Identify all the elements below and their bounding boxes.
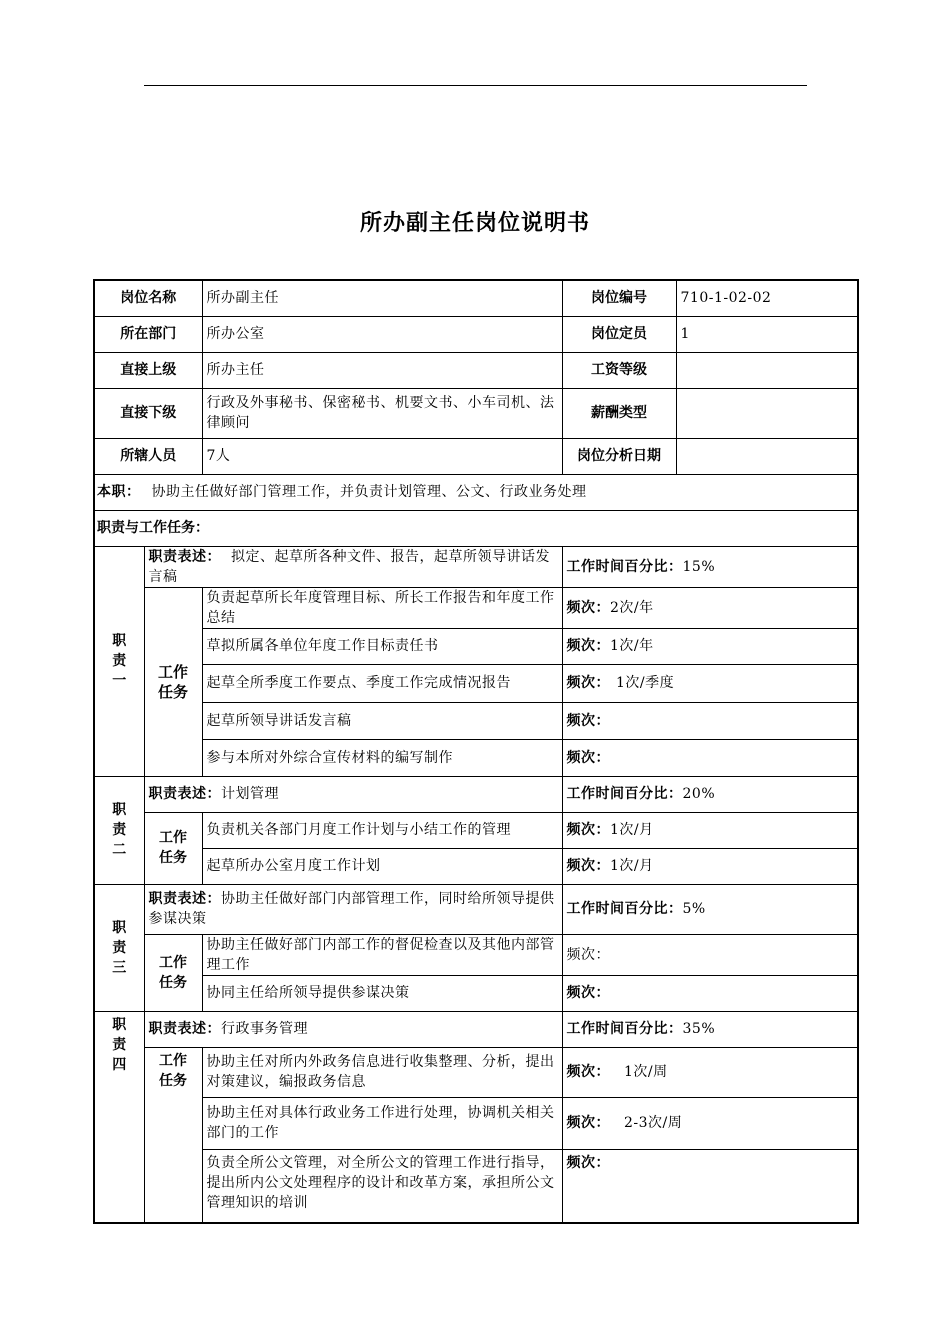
- duty-1-task-1: 负责起草所长年度管理目标、所长工作报告和年度工作总结: [202, 587, 562, 628]
- duty-row: [94, 884, 858, 934]
- info-row: [94, 352, 858, 388]
- duty-1-task-3-freq: 1次/季度: [616, 675, 675, 691]
- task-row: [94, 587, 858, 628]
- label-position-code: 岗位编号: [562, 280, 676, 316]
- time-pct-label: 工作时间百分比：: [566, 558, 683, 575]
- value-analysis-date: [676, 438, 858, 474]
- duty-row: [94, 1011, 858, 1047]
- value-direct-subordinates: 行政及外事秘书、保密秘书、机要文书、小车司机、法律顾问: [202, 388, 562, 438]
- duty-desc-label: 职责表述：: [148, 891, 221, 907]
- task-label: 工作 任务: [144, 1047, 202, 1223]
- duty-1-task-3: 起草全所季度工作要点、季度工作完成情况报告: [202, 664, 562, 702]
- label-direct-superior: 直接上级: [94, 352, 202, 388]
- freq-label: 频次：: [566, 712, 610, 729]
- duty-2-pct: 20%: [682, 786, 716, 802]
- core-duty-label: 本职：: [97, 484, 141, 500]
- core-duty-text: 协助主任做好部门管理工作，并负责计划管理、公文、行政业务处理: [151, 484, 587, 500]
- freq-label: 频次：: [566, 985, 610, 1001]
- duty-3-desc: 协助主任做好部门内部管理工作，同时给所领导提供参谋决策: [148, 891, 555, 927]
- freq-label: 频次：: [566, 858, 610, 874]
- info-row: [94, 438, 858, 474]
- section-row: [94, 510, 858, 546]
- time-pct-label: 工作时间百分比：: [566, 786, 683, 802]
- info-row: [94, 280, 858, 316]
- label-headcount: 岗位定员: [562, 316, 676, 352]
- duty-2-task-1-freq: 1次/月: [610, 822, 654, 838]
- duty-1-pct: 15%: [682, 558, 716, 575]
- value-direct-superior: 所办主任: [202, 352, 562, 388]
- freq-label: 频次：: [566, 1115, 610, 1131]
- value-staff-count: 7人: [202, 438, 562, 474]
- duty-1-label: 职 责 一: [94, 546, 144, 776]
- time-pct-label: 工作时间百分比：: [566, 1021, 683, 1037]
- duty-desc-label: 职责表述：: [148, 1021, 221, 1037]
- value-position-code: 710-1-02-02: [676, 280, 858, 316]
- task-label: 工作 任务: [144, 587, 202, 776]
- duty-desc-label: 职责表述：: [148, 786, 221, 802]
- duty-2-label: 职 责 二: [94, 776, 144, 884]
- duty-4-pct: 35%: [682, 1021, 716, 1037]
- duty-4-task-1: 协助主任对所内外政务信息进行收集整理、分析，提出对策建议，编报政务信息: [202, 1047, 562, 1097]
- task-row: [94, 848, 858, 884]
- task-row: [94, 934, 858, 975]
- duty-3-task-2: 协同主任给所领导提供参谋决策: [202, 975, 562, 1011]
- freq-label: 频次：: [566, 749, 610, 766]
- task-row: [94, 1097, 858, 1149]
- header-rule: [144, 85, 807, 86]
- duty-4-desc: 行政事务管理: [221, 1021, 308, 1037]
- duty-4-task-3: 负责全所公文管理，对全所公文的管理工作进行指导，提出所内公文处理程序的设计和改革方案，承担所公文管理知识的培训: [202, 1149, 562, 1223]
- duty-1-task-1-freq: 2次/年: [610, 599, 654, 616]
- duty-2-desc: 计划管理: [221, 786, 279, 802]
- task-row: [94, 628, 858, 664]
- task-row: [94, 739, 858, 776]
- freq-label: 频次：: [566, 1064, 610, 1080]
- job-description-table: [93, 279, 859, 1224]
- duty-4-task-1-freq: 1次/周: [624, 1064, 668, 1080]
- duty-1-desc: 拟定、起草所各种文件、报告，起草所领导讲话发言稿: [148, 548, 550, 585]
- info-row: [94, 316, 858, 352]
- label-salary-grade: 工资等级: [562, 352, 676, 388]
- section-heading: 职责与工作任务：: [94, 510, 858, 546]
- duty-3-task-1: 协助主任做好部门内部工作的督促检查以及其他内部管理工作: [202, 934, 562, 975]
- value-pay-type: [676, 388, 858, 438]
- duty-4-label: 职 责 四: [94, 1011, 144, 1223]
- label-analysis-date: 岗位分析日期: [562, 438, 676, 474]
- time-pct-label: 工作时间百分比：: [566, 901, 683, 917]
- freq-label: 频次：: [566, 599, 610, 616]
- duty-desc-label: 职责表述：: [148, 548, 221, 565]
- duty-4-task-2-freq: 2-3次/周: [624, 1115, 683, 1131]
- label-department: 所在部门: [94, 316, 202, 352]
- core-duty-row: [94, 474, 858, 510]
- task-row: [94, 812, 858, 848]
- duty-row: [94, 546, 858, 587]
- info-row: [94, 388, 858, 438]
- freq-label: 频次：: [566, 946, 610, 963]
- duty-row: [94, 776, 858, 812]
- value-headcount: 1: [676, 316, 858, 352]
- value-salary-grade: [676, 352, 858, 388]
- duty-1-task-4: 起草所领导讲话发言稿: [202, 702, 562, 739]
- label-direct-subordinates: 直接下级: [94, 388, 202, 438]
- task-label: 工作 任务: [144, 934, 202, 1011]
- duty-4-task-2: 协助主任对具体行政业务工作进行处理，协调机关相关部门的工作: [202, 1097, 562, 1149]
- duty-3-pct: 5%: [682, 901, 706, 917]
- freq-label: 频次：: [566, 1154, 610, 1171]
- value-position-name: 所办副主任: [202, 280, 562, 316]
- duty-1-task-2: 草拟所属各单位年度工作目标责任书: [202, 628, 562, 664]
- task-row: [94, 664, 858, 702]
- duty-3-label: 职 责 三: [94, 884, 144, 1011]
- label-pay-type: 薪酬类型: [562, 388, 676, 438]
- duty-2-task-2: 起草所办公室月度工作计划: [202, 848, 562, 884]
- duty-2-task-1: 负责机关各部门月度工作计划与小结工作的管理: [202, 812, 562, 848]
- label-position-name: 岗位名称: [94, 280, 202, 316]
- task-row: [94, 1047, 858, 1097]
- task-row: [94, 702, 858, 739]
- label-staff-count: 所辖人员: [94, 438, 202, 474]
- task-row: [94, 975, 858, 1011]
- document-title: 所办副主任岗位说明书: [359, 211, 590, 236]
- freq-label: 频次：: [566, 822, 610, 838]
- task-label: 工作 任务: [144, 812, 202, 884]
- freq-label: 频次：: [566, 638, 610, 654]
- value-department: 所办公室: [202, 316, 562, 352]
- duty-1-task-5: 参与本所对外综合宣传材料的编写制作: [202, 739, 562, 776]
- duty-2-task-2-freq: 1次/月: [610, 858, 654, 874]
- duty-1-task-2-freq: 1次/年: [610, 638, 654, 654]
- freq-label: 频次：: [566, 675, 610, 691]
- task-row: [94, 1149, 858, 1223]
